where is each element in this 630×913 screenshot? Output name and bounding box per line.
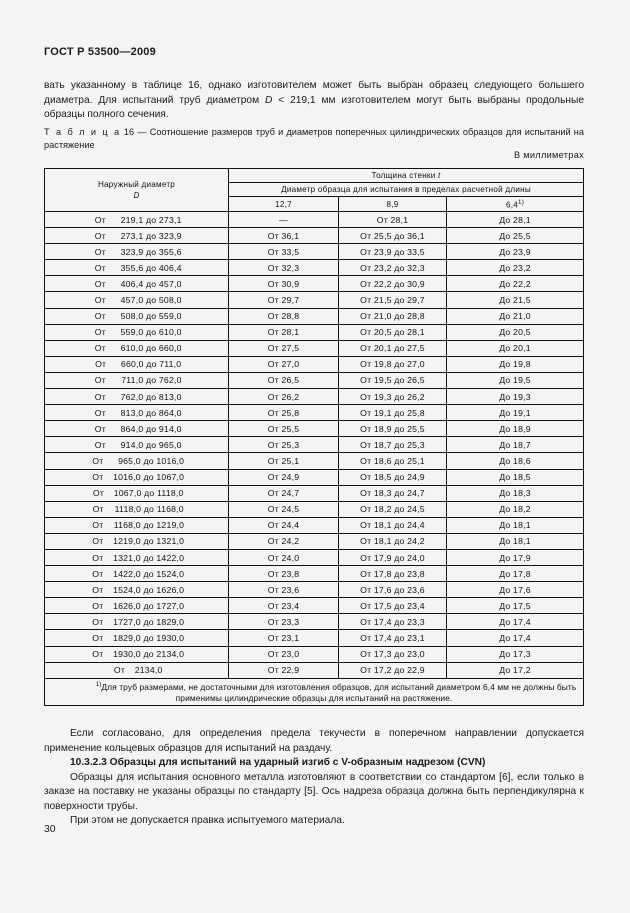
cell-to-value: до 1321,0 <box>143 536 185 547</box>
cell-thickness-8-9: От 17,4 до 23,3 <box>339 614 447 630</box>
cell-thickness-6-4: До 17,6 <box>447 582 584 598</box>
cell-thickness-8-9: От 23,2 до 32,3 <box>339 260 447 276</box>
cell-outer-diameter <box>45 437 229 453</box>
cell-outer-diameter <box>45 501 229 517</box>
cell-thickness-8-9: От 28,1 <box>339 212 447 228</box>
cell-from-value: 1626,0 <box>113 600 141 611</box>
table-row <box>45 437 584 453</box>
cell-thickness-8-9: От 18,6 до 25,1 <box>339 453 447 469</box>
table-16 <box>44 168 584 706</box>
cell-outer-diameter <box>45 485 229 501</box>
cell-thickness-8-9: От 18,5 до 24,9 <box>339 469 447 485</box>
cell-thickness-6-4: До 18,2 <box>447 501 584 517</box>
cell-thickness-12-7: От 28,8 <box>229 308 339 324</box>
cell-thickness-6-4: До 25,5 <box>447 228 584 244</box>
table-row <box>45 533 584 549</box>
cell-thickness-6-4: До 17,4 <box>447 630 584 646</box>
th-footnote-marker: 1) <box>518 199 525 207</box>
cell-to-value: до 1118,0 <box>144 488 184 499</box>
cell-prefix: От <box>92 600 104 611</box>
table-row <box>45 469 584 485</box>
cell-prefix: От <box>94 246 106 257</box>
cell-from-value: 1727,0 <box>113 616 141 627</box>
cell-from-value: 2134,0 <box>134 665 163 676</box>
cell-thickness-8-9: От 17,5 до 23,4 <box>339 598 447 614</box>
cell-outer-diameter <box>45 212 229 228</box>
cell-thickness-12-7: От 24,2 <box>229 533 339 549</box>
intro-text-part2: < 219,1 мм изготовителем могут быть выбраны продольные образцы полного сечения. <box>44 94 585 121</box>
cell-thickness-6-4: До 17,3 <box>447 646 584 662</box>
cell-thickness-6-4: До 18,9 <box>447 421 584 437</box>
cell-thickness-8-9: От 19,1 до 25,8 <box>339 405 447 421</box>
cell-thickness-8-9: От 23,9 до 33,5 <box>339 244 447 260</box>
cell-thickness-6-4: До 19,5 <box>447 372 584 388</box>
cell-thickness-6-4: До 23,2 <box>447 260 584 276</box>
cell-thickness-6-4: До 22,2 <box>447 276 584 292</box>
cell-from-value: 914,0 <box>120 439 144 450</box>
cell-from-value: 660,0 <box>120 359 144 370</box>
cell-from-value: 1016,0 <box>113 472 141 483</box>
section-heading-10-3-2-3: 10.3.2.3 Образцы для испытаний на ударный изгиб с V-образным надрезом (CVN) <box>70 757 486 768</box>
cell-prefix: От <box>94 375 106 386</box>
cell-outer-diameter <box>45 308 229 324</box>
table-row <box>45 598 584 614</box>
cell-thickness-6-4: До 17,5 <box>447 598 584 614</box>
cell-prefix: От <box>94 214 106 225</box>
table-caption-text: Соотношение размеров труб и диаметров поперечных цилиндрических образцов для испытаний на растяжение <box>44 127 584 150</box>
cell-from-value: 1118,0 <box>114 504 142 515</box>
cell-thickness-6-4: До 17,4 <box>447 614 584 630</box>
table-row <box>45 356 584 372</box>
th-thickness-6-4-value: 6,4 <box>506 200 519 210</box>
cell-prefix: От <box>92 616 104 627</box>
cell-prefix: От <box>94 391 106 402</box>
cell-thickness-6-4: До 18,7 <box>447 437 584 453</box>
cell-from-value: 1067,0 <box>113 488 142 499</box>
cell-thickness-6-4: До 18,5 <box>447 469 584 485</box>
cell-thickness-12-7: От 24,7 <box>229 485 339 501</box>
cell-thickness-8-9: От 17,2 до 22,9 <box>339 662 447 678</box>
standard-header: ГОСТ Р 53500—2009 <box>44 46 156 58</box>
cell-outer-diameter <box>45 549 229 565</box>
table-row <box>45 389 584 405</box>
cell-prefix: От <box>92 649 104 660</box>
cell-outer-diameter <box>45 582 229 598</box>
cell-to-value: до 273,1 <box>145 214 182 225</box>
cell-to-value: до 2134,0 <box>143 649 185 660</box>
table-footnote <box>45 678 584 705</box>
cell-prefix: От <box>95 359 107 370</box>
cell-outer-diameter <box>45 228 229 244</box>
cell-prefix: От <box>94 439 106 450</box>
table-row <box>45 614 584 630</box>
diameter-symbol: D <box>265 94 273 106</box>
cell-outer-diameter <box>45 292 229 308</box>
cell-from-value: 508,0 <box>120 311 144 322</box>
cell-from-value: 1219,0 <box>113 536 141 547</box>
table-row <box>45 260 584 276</box>
cell-thickness-8-9: От 18,1 до 24,4 <box>339 517 447 533</box>
table-footer <box>45 678 584 705</box>
cell-prefix: От <box>92 552 104 563</box>
cell-thickness-12-7: От 29,7 <box>229 292 339 308</box>
cell-thickness-6-4: До 17,2 <box>447 662 584 678</box>
cell-thickness-6-4: До 20,5 <box>447 324 584 340</box>
body-text-block <box>44 727 584 829</box>
th-thickness-12-7: 12,7 <box>229 197 339 212</box>
cell-to-value: до 406,4 <box>145 262 182 273</box>
cell-thickness-12-7: От 24,0 <box>229 549 339 565</box>
cell-thickness-12-7: От 24,4 <box>229 517 339 533</box>
cell-to-value: до 711,0 <box>146 359 182 370</box>
table-body <box>45 212 584 679</box>
cell-thickness-6-4: До 17,8 <box>447 566 584 582</box>
cell-to-value: до 323,9 <box>145 230 182 241</box>
cell-outer-diameter <box>45 244 229 260</box>
th-wall-thickness-group <box>229 169 584 183</box>
cell-outer-diameter <box>45 372 229 388</box>
table-row <box>45 646 584 662</box>
cell-prefix: От <box>94 407 106 418</box>
th-specimen-diameter-group: Диаметр образца для испытания в пределах расчетной длины <box>229 183 584 197</box>
cell-prefix: От <box>92 488 105 499</box>
table-row <box>45 244 584 260</box>
cell-from-value: 355,6 <box>120 262 144 273</box>
cell-to-value: до 1422,0 <box>143 552 185 563</box>
cell-thickness-12-7: От 23,4 <box>229 598 339 614</box>
cell-outer-diameter <box>45 324 229 340</box>
cell-prefix: От <box>92 632 104 643</box>
cell-to-value: до 864,0 <box>145 407 182 418</box>
cell-thickness-6-4: До 17,9 <box>447 549 584 565</box>
cell-thickness-12-7: От 27,5 <box>229 340 339 356</box>
cell-prefix: От <box>94 295 106 306</box>
table-row <box>45 405 584 421</box>
table-caption-label: Т а б л и ц а <box>44 127 121 137</box>
cell-to-value: до 1168,0 <box>143 504 184 515</box>
cell-prefix: От <box>94 327 106 338</box>
cell-outer-diameter <box>45 356 229 372</box>
table-row <box>45 517 584 533</box>
intro-paragraph <box>44 79 584 123</box>
cell-to-value: до 1524,0 <box>143 568 185 579</box>
cell-thickness-12-7: От 24,5 <box>229 501 339 517</box>
cell-thickness-8-9: От 17,3 до 23,0 <box>339 646 447 662</box>
cell-thickness-12-7: От 25,1 <box>229 453 339 469</box>
table-row <box>45 630 584 646</box>
cell-thickness-12-7: — <box>229 212 339 228</box>
cell-from-value: 1321,0 <box>113 552 141 563</box>
cell-prefix: От <box>94 278 106 289</box>
paragraph-ring-specimens: Если согласовано, для определения предела текучести в поперечном направлении допускается применение кольцевых образцов для испытаний на раздачу. <box>44 728 584 754</box>
cell-thickness-6-4: До 18,6 <box>447 453 584 469</box>
table-caption-dash: — <box>137 127 147 137</box>
cell-prefix: От <box>92 472 104 483</box>
cell-from-value: 457,0 <box>120 295 144 306</box>
cell-thickness-12-7: От 23,6 <box>229 582 339 598</box>
cell-to-value: до 762,0 <box>145 375 182 386</box>
cell-thickness-6-4: До 21,0 <box>447 308 584 324</box>
cell-to-value: до 1727,0 <box>143 600 185 611</box>
cell-prefix: От <box>94 423 106 434</box>
table-header <box>45 169 584 212</box>
cell-thickness-6-4: До 18,3 <box>447 485 584 501</box>
cell-thickness-8-9: От 25,5 до 36,1 <box>339 228 447 244</box>
cell-from-value: 711,0 <box>121 375 144 386</box>
cell-to-value: до 1016,0 <box>143 455 185 466</box>
table-row <box>45 228 584 244</box>
cell-thickness-12-7: От 27,0 <box>229 356 339 372</box>
cell-outer-diameter <box>45 662 229 678</box>
cell-thickness-6-4: До 18,1 <box>447 517 584 533</box>
cell-thickness-8-9: От 18,3 до 24,7 <box>339 485 447 501</box>
cell-to-value: до 508,0 <box>145 295 182 306</box>
cell-outer-diameter <box>45 276 229 292</box>
cell-thickness-6-4: До 21,5 <box>447 292 584 308</box>
cell-to-value: до 813,0 <box>145 391 182 402</box>
cell-thickness-8-9: От 18,7 до 25,3 <box>339 437 447 453</box>
cell-thickness-8-9: От 21,5 до 29,7 <box>339 292 447 308</box>
paragraph-base-metal-specimens: Образцы для испытания основного металла изготовляют в соответствии со стандартом [6], если только в заказе на поставку не указаны образцы по стандарту [5]. Ось надреза образца должна быть перпендикулярна к поверхности трубы. <box>44 771 584 812</box>
cell-outer-diameter <box>45 646 229 662</box>
cell-from-value: 1930,0 <box>113 649 141 660</box>
cell-thickness-8-9: От 22,2 до 30,9 <box>339 276 447 292</box>
cell-from-value: 1829,0 <box>113 632 141 643</box>
th-wall-thickness-label: Толщина стенки <box>371 171 436 180</box>
cell-to-value: до 660,0 <box>145 343 182 354</box>
cell-thickness-6-4: До 19,8 <box>447 356 584 372</box>
cell-thickness-8-9: От 17,8 до 23,8 <box>339 566 447 582</box>
table-row <box>45 662 584 678</box>
cell-from-value: 219,1 <box>120 214 144 225</box>
cell-prefix: От <box>113 665 126 676</box>
cell-thickness-8-9: От 18,1 до 24,2 <box>339 533 447 549</box>
cell-to-value: до 457,0 <box>145 278 182 289</box>
cell-thickness-6-4: До 19,3 <box>447 389 584 405</box>
cell-outer-diameter <box>45 469 229 485</box>
cell-from-value: 610,0 <box>120 343 144 354</box>
table-row <box>45 549 584 565</box>
th-outer-diameter-symbol: D <box>133 191 140 200</box>
cell-prefix: От <box>92 536 104 547</box>
cell-thickness-8-9: От 18,2 до 24,5 <box>339 501 447 517</box>
cell-outer-diameter <box>45 260 229 276</box>
cell-outer-diameter <box>45 533 229 549</box>
cell-prefix: От <box>94 343 106 354</box>
cell-from-value: 965,0 <box>118 455 141 466</box>
cell-outer-diameter <box>45 340 229 356</box>
cell-from-value: 1422,0 <box>113 568 141 579</box>
cell-to-value: до 1067,0 <box>143 472 185 483</box>
th-outer-diameter-line1: Наружный диаметр <box>97 180 176 189</box>
cell-thickness-12-7: От 23,1 <box>229 630 339 646</box>
table-row <box>45 485 584 501</box>
table-row <box>45 292 584 308</box>
cell-thickness-6-4: До 28,1 <box>447 212 584 228</box>
cell-prefix: От <box>94 262 106 273</box>
cell-thickness-8-9: От 17,4 до 23,1 <box>339 630 447 646</box>
cell-outer-diameter <box>45 614 229 630</box>
cell-outer-diameter <box>45 630 229 646</box>
cell-thickness-12-7: От 23,3 <box>229 614 339 630</box>
cell-to-value: до 610,0 <box>145 327 182 338</box>
cell-to-value: до 914,0 <box>145 423 182 434</box>
th-thickness-8-9: 8,9 <box>339 197 447 212</box>
table-row <box>45 324 584 340</box>
page-number: 30 <box>44 824 56 835</box>
cell-thickness-8-9: От 17,6 до 23,6 <box>339 582 447 598</box>
cell-thickness-8-9: От 20,1 до 27,5 <box>339 340 447 356</box>
cell-outer-diameter <box>45 598 229 614</box>
cell-from-value: 323,9 <box>120 246 144 257</box>
table-row <box>45 372 584 388</box>
table-row <box>45 421 584 437</box>
cell-thickness-6-4: До 19,1 <box>447 405 584 421</box>
cell-thickness-6-4: До 20,1 <box>447 340 584 356</box>
cell-from-value: 762,0 <box>120 391 144 402</box>
cell-outer-diameter <box>45 566 229 582</box>
cell-thickness-12-7: От 36,1 <box>229 228 339 244</box>
cell-prefix: От <box>94 311 106 322</box>
cell-outer-diameter <box>45 453 229 469</box>
cell-to-value: до 965,0 <box>145 439 182 450</box>
cell-to-value: до 1829,0 <box>143 616 185 627</box>
cell-from-value: 1168,0 <box>113 520 141 531</box>
table-caption-number: 16 <box>123 127 135 137</box>
table-row <box>45 340 584 356</box>
footnote-marker: 1) <box>95 680 102 688</box>
th-outer-diameter <box>45 169 229 212</box>
cell-to-value: до 1930,0 <box>143 632 185 643</box>
cell-thickness-8-9: От 21,0 до 28,8 <box>339 308 447 324</box>
cell-to-value: до 1219,0 <box>143 520 185 531</box>
paragraph-no-straightening: При этом не допускается правка испытуемого материала. <box>70 815 345 826</box>
cell-prefix: От <box>92 504 104 515</box>
cell-prefix: От <box>92 584 104 595</box>
cell-thickness-12-7: От 24,9 <box>229 469 339 485</box>
table-row <box>45 566 584 582</box>
cell-from-value: 864,0 <box>120 423 144 434</box>
cell-thickness-6-4: До 23,9 <box>447 244 584 260</box>
cell-from-value: 1524,0 <box>113 584 141 595</box>
cell-thickness-6-4: До 18,1 <box>447 533 584 549</box>
cell-prefix: От <box>92 455 104 466</box>
cell-thickness-12-7: От 23,8 <box>229 566 339 582</box>
cell-thickness-12-7: От 26,5 <box>229 372 339 388</box>
table-row <box>45 212 584 228</box>
cell-thickness-8-9: От 19,3 до 26,2 <box>339 389 447 405</box>
th-thickness-6-4 <box>447 197 584 212</box>
cell-to-value: до 1626,0 <box>143 584 185 595</box>
cell-thickness-12-7: От 30,9 <box>229 276 339 292</box>
cell-from-value: 559,0 <box>120 327 144 338</box>
cell-outer-diameter <box>45 405 229 421</box>
cell-from-value: 406,4 <box>120 278 144 289</box>
cell-thickness-12-7: От 23,0 <box>229 646 339 662</box>
cell-thickness-8-9: От 20,5 до 28,1 <box>339 324 447 340</box>
cell-outer-diameter <box>45 389 229 405</box>
table-row <box>45 276 584 292</box>
cell-thickness-8-9: От 19,8 до 27,0 <box>339 356 447 372</box>
units-note: В миллиметрах <box>513 150 584 160</box>
cell-prefix: От <box>92 520 104 531</box>
cell-thickness-12-7: От 25,8 <box>229 405 339 421</box>
cell-thickness-8-9: От 17,9 до 24,0 <box>339 549 447 565</box>
table-caption <box>44 126 584 151</box>
footnote-text: Для труб размерами, не достаточными для изготовления образцов, для испытаний диаметром 6,4 мм не должны быть применимы цилиндрические образцы для испытаний на растяжение. <box>101 681 577 704</box>
th-wall-thickness-symbol: t <box>438 171 441 180</box>
table-row <box>45 501 584 517</box>
cell-outer-diameter <box>45 517 229 533</box>
cell-from-value: 273,1 <box>120 230 144 241</box>
table-16-wrapper <box>44 168 583 706</box>
cell-thickness-12-7: От 25,5 <box>229 421 339 437</box>
cell-to-value: до 559,0 <box>145 311 182 322</box>
cell-from-value: 813,0 <box>120 407 144 418</box>
cell-thickness-12-7: От 28,1 <box>229 324 339 340</box>
intro-text-part1: вать указанному в таблице 16, однако изготовителем может быть выбран образец следующего большего диаметра. Для испытаний труб диаметром <box>44 80 584 106</box>
cell-prefix: От <box>94 230 106 241</box>
cell-thickness-12-7: От 22,9 <box>229 662 339 678</box>
cell-thickness-8-9: От 19,5 до 26,5 <box>339 372 447 388</box>
cell-thickness-12-7: От 32,3 <box>229 260 339 276</box>
cell-to-value: до 355,6 <box>145 246 182 257</box>
cell-thickness-12-7: От 26,2 <box>229 389 339 405</box>
cell-thickness-8-9: От 18,9 до 25,5 <box>339 421 447 437</box>
cell-prefix: От <box>92 568 104 579</box>
cell-outer-diameter <box>45 421 229 437</box>
table-row <box>45 453 584 469</box>
table-row <box>45 582 584 598</box>
cell-thickness-12-7: От 33,5 <box>229 244 339 260</box>
table-row <box>45 308 584 324</box>
cell-thickness-12-7: От 25,3 <box>229 437 339 453</box>
